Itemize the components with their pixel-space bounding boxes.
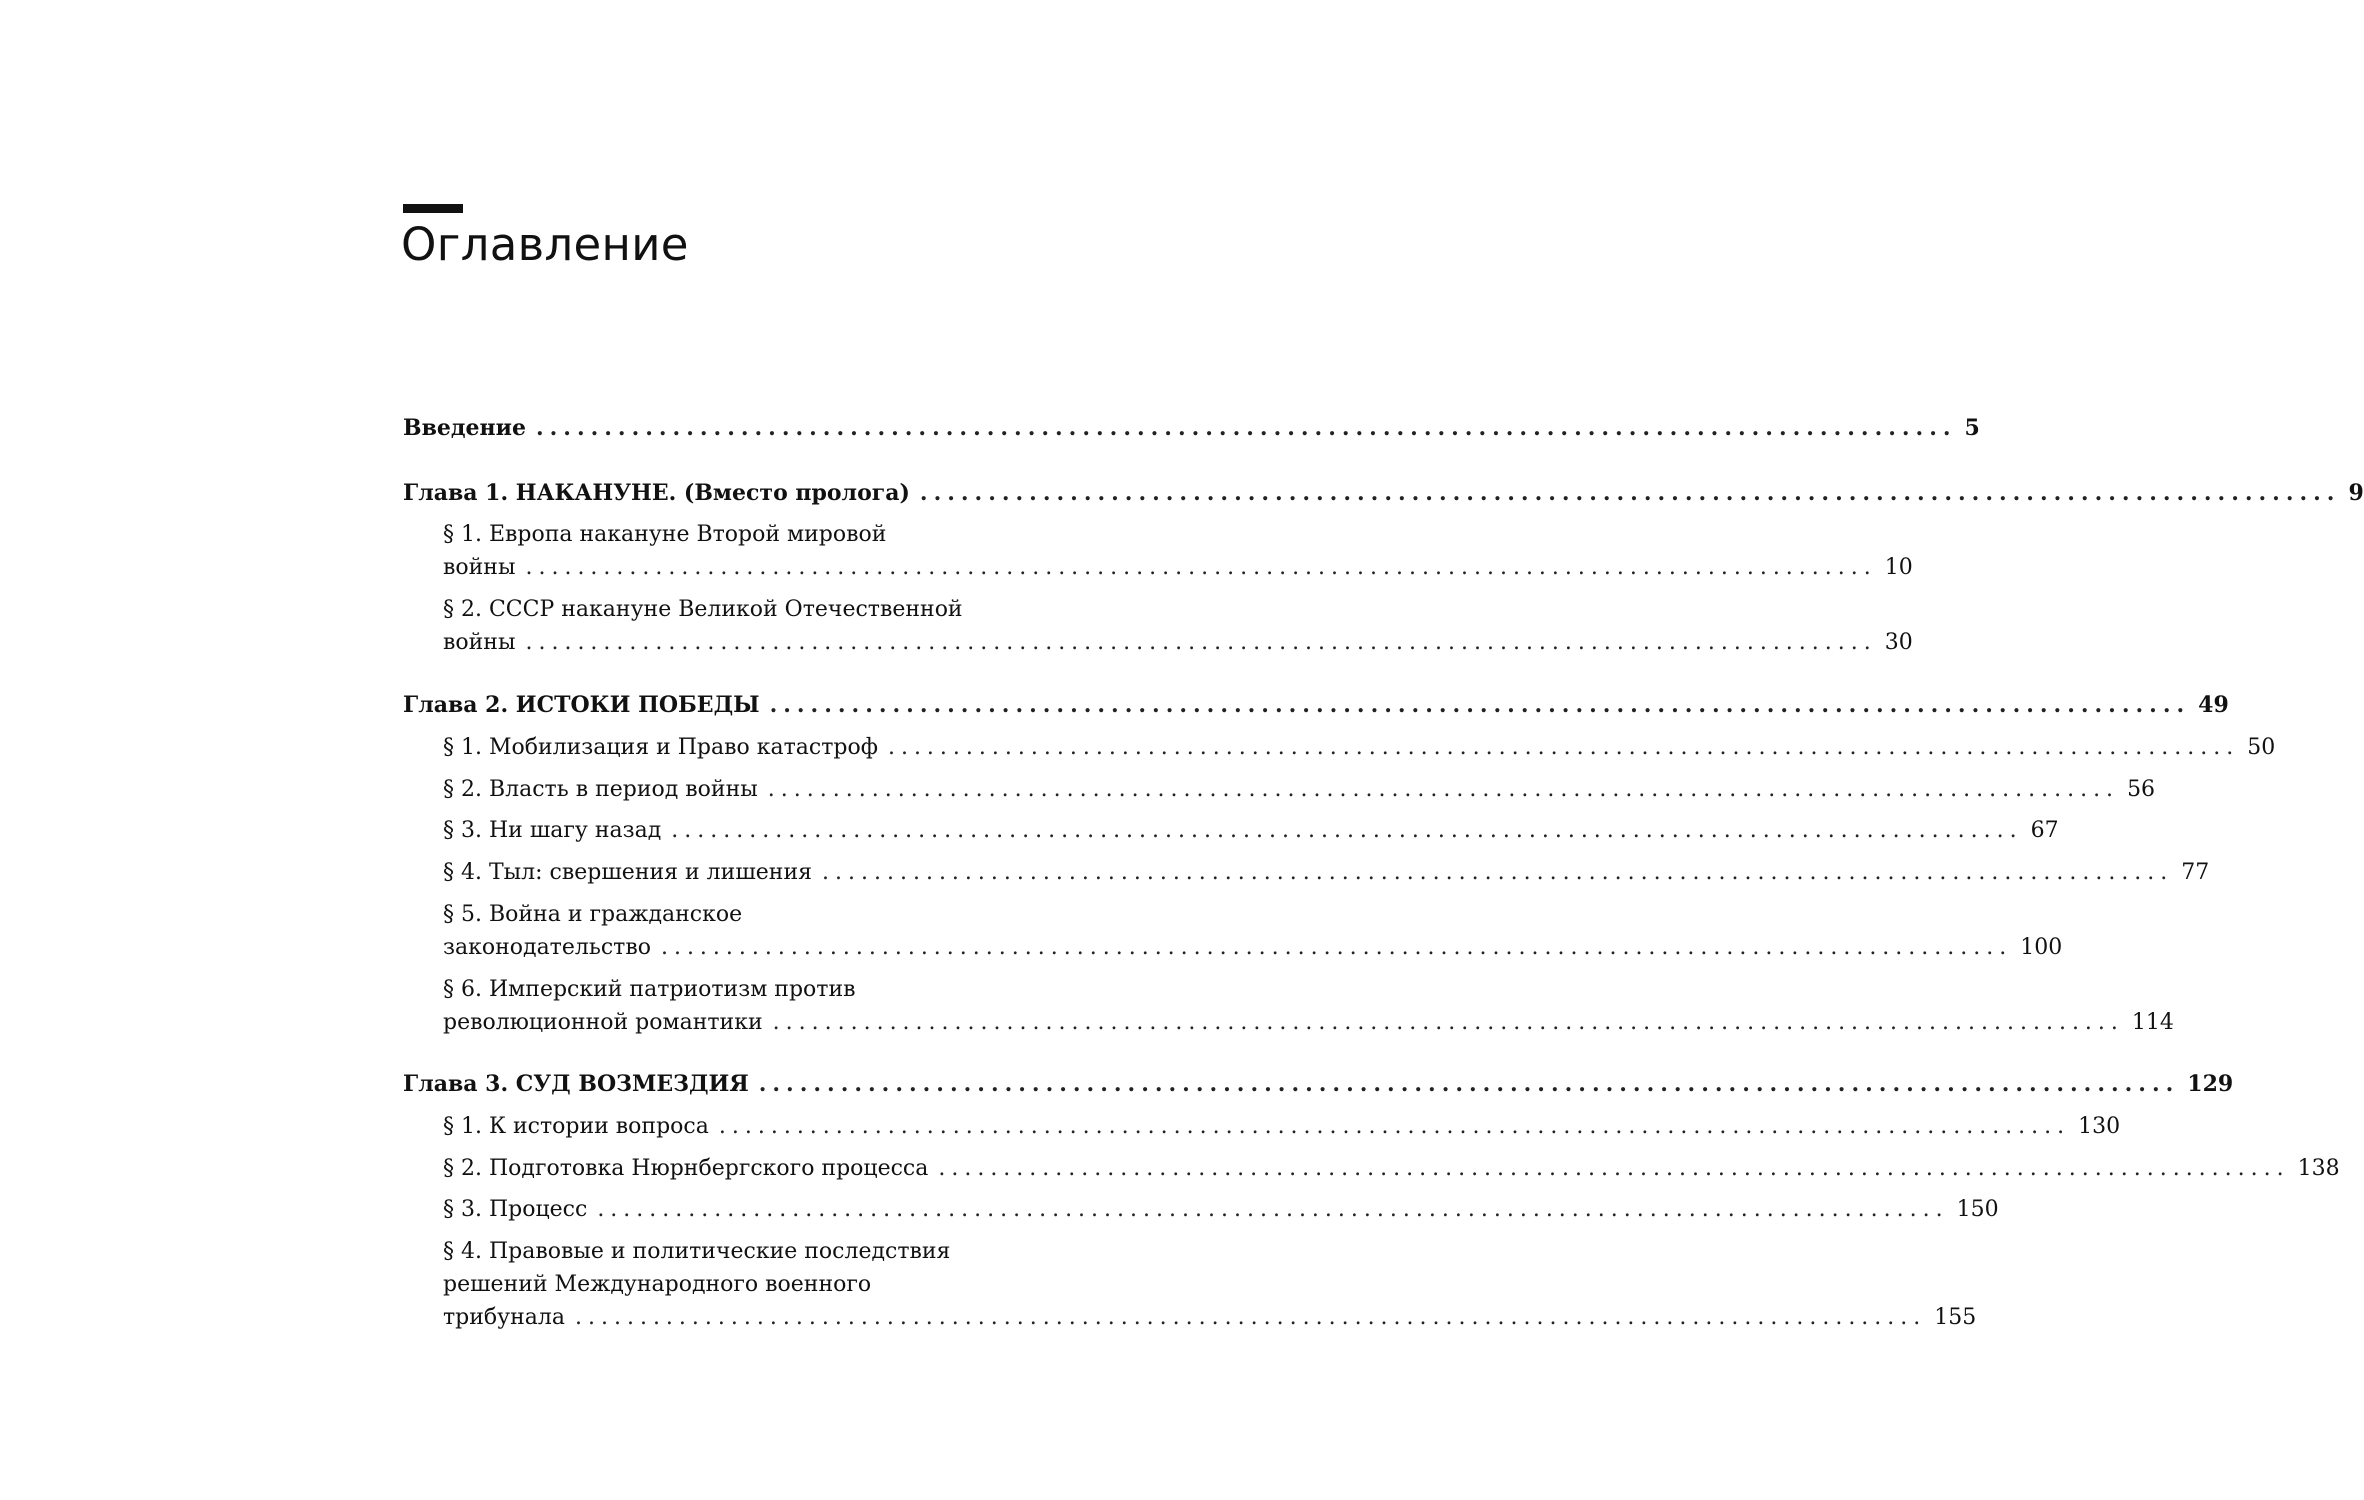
page-number: 138 — [2297, 1156, 2340, 1181]
entry-label: § 2. Власть в период войны — [443, 777, 758, 802]
toc-entry-ch2-sec4[interactable] — [443, 856, 2210, 889]
toc-entry-ch2-sec5[interactable] — [443, 898, 2063, 964]
page-title: Оглавление — [401, 218, 689, 271]
dot-leader: ........................................................................................................ — [671, 818, 2023, 843]
page-number: 77 — [2181, 860, 2210, 885]
page-number: 114 — [2131, 1010, 2174, 1035]
entry-label: трибунала — [443, 1305, 565, 1330]
entry-label: революционной романтики — [443, 1010, 763, 1035]
entry-label: § 1. К истории вопроса — [443, 1114, 709, 1139]
dot-leader: ........................................................................................................ — [574, 1305, 1927, 1330]
dot-leader: ........................................................................................................ — [887, 735, 2240, 760]
dot-leader: ........................................................................................................ — [769, 692, 2191, 718]
entry-label: § 1. Мобилизация и Право катастроф — [443, 735, 878, 760]
entry-label: законодательство — [443, 935, 651, 960]
toc-entry-ch2-sec3[interactable] — [443, 814, 2059, 847]
dot-leader: ........................................................................................................ — [767, 777, 2120, 802]
entry-label-line: решений Международного военного — [443, 1272, 872, 1297]
entry-label-line: § 6. Имперский патриотизм против — [443, 977, 856, 1002]
toc-entry-ch2-sec6[interactable] — [443, 973, 2174, 1039]
page-number: 67 — [2030, 818, 2059, 843]
toc-entry-ch3-sec4[interactable] — [443, 1235, 1977, 1334]
dot-leader: ........................................................................................................ — [718, 1114, 2071, 1139]
toc-entry-chapter-1[interactable] — [403, 477, 2364, 510]
entry-label: войны — [443, 555, 516, 580]
entry-label: Глава 3. СУД ВОЗМЕЗДИЯ — [403, 1071, 749, 1097]
toc-entry-ch3-sec1[interactable] — [443, 1110, 2121, 1143]
entry-label: Глава 2. ИСТОКИ ПОБЕДЫ — [403, 692, 760, 718]
entry-label: войны — [443, 630, 516, 655]
toc-entry-ch1-sec1[interactable] — [443, 518, 1913, 584]
entry-label-line: § 4. Правовые и политические последствия — [443, 1239, 951, 1264]
entry-label: § 3. Процесс — [443, 1197, 588, 1222]
page-number: 49 — [2198, 692, 2229, 718]
title-accent-bar — [403, 204, 463, 213]
page-number: 130 — [2078, 1114, 2121, 1139]
entry-label: Глава 1. НАКАНУНЕ. (Вместо пролога) — [403, 480, 910, 506]
toc-entry-ch2-sec1[interactable] — [443, 731, 2276, 764]
toc-entry-chapter-2[interactable] — [403, 689, 2229, 722]
dot-leader: ........................................................................................................ — [919, 480, 2341, 506]
dot-leader: ........................................................................................................ — [938, 1156, 2290, 1181]
page-number: 50 — [2247, 735, 2276, 760]
entry-label-line: § 5. Война и гражданское — [443, 902, 743, 927]
toc-entry-introduction[interactable] — [403, 412, 1980, 445]
dot-leader: ........................................................................................................ — [772, 1010, 2124, 1035]
toc-entry-ch3-sec3[interactable] — [443, 1193, 1999, 1226]
page-number: 56 — [2127, 777, 2156, 802]
dot-leader: ........................................................................................................ — [525, 555, 1877, 580]
dot-leader: ........................................................................................................ — [660, 935, 2013, 960]
toc-entry-ch3-sec2[interactable] — [443, 1152, 2340, 1185]
page-number: 30 — [1884, 630, 1913, 655]
page-number: 155 — [1934, 1305, 1977, 1330]
page-number: 9 — [2348, 480, 2364, 506]
dot-leader: ........................................................................................................ — [758, 1071, 2180, 1097]
entry-label-line: § 1. Европа накануне Второй мировой — [443, 522, 887, 547]
dot-leader: ........................................................................................................ — [525, 630, 1877, 655]
dot-leader: ........................................................................................................ — [535, 415, 1957, 441]
toc-entry-ch1-sec2[interactable] — [443, 593, 1913, 659]
entry-label: § 3. Ни шагу назад — [443, 818, 662, 843]
entry-label: § 4. Тыл: свершения и лишения — [443, 860, 812, 885]
page-number: 150 — [1956, 1197, 1999, 1222]
page-number: 129 — [2187, 1071, 2234, 1097]
page-number: 10 — [1884, 555, 1913, 580]
entry-label: § 2. Подготовка Нюрнбергского процесса — [443, 1156, 929, 1181]
page-number: 5 — [1964, 415, 1980, 441]
entry-label: Введение — [403, 415, 526, 441]
page-number: 100 — [2020, 935, 2063, 960]
toc-entry-ch2-sec2[interactable] — [443, 773, 2156, 806]
entry-label-line: § 2. СССР накануне Великой Отечественной — [443, 597, 963, 622]
dot-leader: ........................................................................................................ — [822, 860, 2174, 885]
toc-entry-chapter-3[interactable] — [403, 1068, 2234, 1101]
dot-leader: ........................................................................................................ — [597, 1197, 1949, 1222]
